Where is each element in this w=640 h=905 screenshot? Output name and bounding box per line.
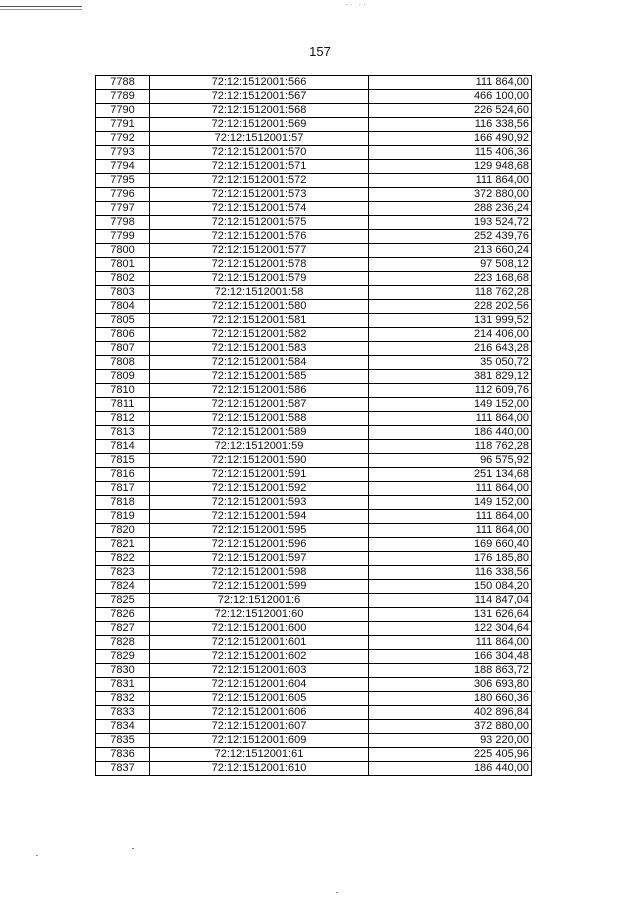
table-row xyxy=(96,244,532,258)
cadastral-number-cell: 72:12:1512001:588 xyxy=(150,412,369,426)
scan-edge-line xyxy=(0,6,82,7)
cadastral-number-cell: 72:12:1512001:580 xyxy=(150,300,369,314)
value-cell: 166 490,92 xyxy=(369,132,532,146)
value-cell: 176 185,80 xyxy=(369,552,532,566)
table-row xyxy=(96,440,532,454)
table-row xyxy=(96,510,532,524)
row-number-cell: 7812 xyxy=(96,412,150,426)
cadastral-number-cell: 72:12:1512001:6 xyxy=(150,594,369,608)
cadastral-number-cell: 72:12:1512001:60 xyxy=(150,608,369,622)
value-cell: 111 864,00 xyxy=(369,482,532,496)
row-number-cell: 7826 xyxy=(96,608,150,622)
row-number-cell: 7790 xyxy=(96,104,150,118)
cadastral-number-cell: 72:12:1512001:603 xyxy=(150,664,369,678)
value-cell: 223 168,68 xyxy=(369,272,532,286)
table-row xyxy=(96,594,532,608)
cadastral-number-cell: 72:12:1512001:61 xyxy=(150,748,369,762)
table-row xyxy=(96,412,532,426)
value-cell: 131 999,52 xyxy=(369,314,532,328)
table-row xyxy=(96,706,532,720)
row-number-cell: 7793 xyxy=(96,146,150,160)
cadastral-number-cell: 72:12:1512001:597 xyxy=(150,552,369,566)
row-number-cell: 7796 xyxy=(96,188,150,202)
table-row xyxy=(96,328,532,342)
row-number-cell: 7798 xyxy=(96,216,150,230)
row-number-cell: 7831 xyxy=(96,678,150,692)
value-cell: 149 152,00 xyxy=(369,398,532,412)
table-row xyxy=(96,482,532,496)
cadastral-number-cell: 72:12:1512001:590 xyxy=(150,454,369,468)
scan-edge-line xyxy=(0,9,82,10)
row-number-cell: 7797 xyxy=(96,202,150,216)
table-row xyxy=(96,104,532,118)
value-cell: 150 084,20 xyxy=(369,580,532,594)
cadastral-number-cell: 72:12:1512001:609 xyxy=(150,734,369,748)
row-number-cell: 7825 xyxy=(96,594,150,608)
value-cell: 216 643,28 xyxy=(369,342,532,356)
row-number-cell: 7819 xyxy=(96,510,150,524)
value-cell: 116 338,56 xyxy=(369,566,532,580)
row-number-cell: 7801 xyxy=(96,258,150,272)
value-cell: 166 304,48 xyxy=(369,650,532,664)
table-row xyxy=(96,454,532,468)
table-row xyxy=(96,342,532,356)
table-row xyxy=(96,76,532,90)
row-number-cell: 7836 xyxy=(96,748,150,762)
cadastral-number-cell: 72:12:1512001:602 xyxy=(150,650,369,664)
value-cell: 111 864,00 xyxy=(369,174,532,188)
value-cell: 35 050,72 xyxy=(369,356,532,370)
row-number-cell: 7837 xyxy=(96,762,150,776)
cadastral-number-cell: 72:12:1512001:600 xyxy=(150,622,369,636)
cadastral-number-cell: 72:12:1512001:575 xyxy=(150,216,369,230)
row-number-cell: 7807 xyxy=(96,342,150,356)
table-row xyxy=(96,258,532,272)
cadastral-number-cell: 72:12:1512001:594 xyxy=(150,510,369,524)
value-cell: 193 524,72 xyxy=(369,216,532,230)
row-number-cell: 7809 xyxy=(96,370,150,384)
cadastral-number-cell: 72:12:1512001:574 xyxy=(150,202,369,216)
scan-mark xyxy=(36,855,38,856)
table-row xyxy=(96,636,532,650)
row-number-cell: 7814 xyxy=(96,440,150,454)
value-cell: 111 864,00 xyxy=(369,76,532,90)
row-number-cell: 7800 xyxy=(96,244,150,258)
table-row xyxy=(96,678,532,692)
cadastral-number-cell: 72:12:1512001:566 xyxy=(150,76,369,90)
cadastral-number-cell: 72:12:1512001:583 xyxy=(150,342,369,356)
table-row xyxy=(96,538,532,552)
row-number-cell: 7805 xyxy=(96,314,150,328)
page-number: 157 xyxy=(309,44,331,59)
scan-specks: ·· ·· xyxy=(345,0,368,9)
table-row xyxy=(96,300,532,314)
row-number-cell: 7820 xyxy=(96,524,150,538)
table-row xyxy=(96,146,532,160)
cadastral-number-cell: 72:12:1512001:587 xyxy=(150,398,369,412)
table-row xyxy=(96,580,532,594)
table-row xyxy=(96,90,532,104)
cadastral-value-table xyxy=(95,75,532,776)
row-number-cell: 7813 xyxy=(96,426,150,440)
table-row xyxy=(96,272,532,286)
cadastral-number-cell: 72:12:1512001:601 xyxy=(150,636,369,650)
value-cell: 97 508,12 xyxy=(369,258,532,272)
value-cell: 111 864,00 xyxy=(369,412,532,426)
value-cell: 111 864,00 xyxy=(369,510,532,524)
row-number-cell: 7794 xyxy=(96,160,150,174)
table-row xyxy=(96,748,532,762)
row-number-cell: 7833 xyxy=(96,706,150,720)
table-body xyxy=(96,76,532,776)
value-cell: 111 864,00 xyxy=(369,636,532,650)
table-row xyxy=(96,398,532,412)
value-cell: 96 575,92 xyxy=(369,454,532,468)
cadastral-number-cell: 72:12:1512001:586 xyxy=(150,384,369,398)
scan-mark xyxy=(132,848,134,849)
value-cell: 213 660,24 xyxy=(369,244,532,258)
table-row xyxy=(96,230,532,244)
row-number-cell: 7816 xyxy=(96,468,150,482)
table-row xyxy=(96,370,532,384)
cadastral-number-cell: 72:12:1512001:567 xyxy=(150,90,369,104)
table-row xyxy=(96,132,532,146)
cadastral-number-cell: 72:12:1512001:572 xyxy=(150,174,369,188)
cadastral-number-cell: 72:12:1512001:599 xyxy=(150,580,369,594)
row-number-cell: 7827 xyxy=(96,622,150,636)
cadastral-number-cell: 72:12:1512001:596 xyxy=(150,538,369,552)
value-cell: 118 762,28 xyxy=(369,286,532,300)
value-cell: 288 236,24 xyxy=(369,202,532,216)
cadastral-number-cell: 72:12:1512001:604 xyxy=(150,678,369,692)
table-row xyxy=(96,216,532,230)
row-number-cell: 7818 xyxy=(96,496,150,510)
value-cell: 93 220,00 xyxy=(369,734,532,748)
cadastral-number-cell: 72:12:1512001:595 xyxy=(150,524,369,538)
row-number-cell: 7828 xyxy=(96,636,150,650)
table-row xyxy=(96,118,532,132)
value-cell: 372 880,00 xyxy=(369,188,532,202)
table-row xyxy=(96,692,532,706)
value-cell: 186 440,00 xyxy=(369,426,532,440)
value-cell: 372 880,00 xyxy=(369,720,532,734)
row-number-cell: 7817 xyxy=(96,482,150,496)
value-cell: 149 152,00 xyxy=(369,496,532,510)
value-cell: 186 440,00 xyxy=(369,762,532,776)
row-number-cell: 7795 xyxy=(96,174,150,188)
value-cell: 188 863,72 xyxy=(369,664,532,678)
cadastral-number-cell: 72:12:1512001:568 xyxy=(150,104,369,118)
row-number-cell: 7789 xyxy=(96,90,150,104)
cadastral-number-cell: 72:12:1512001:579 xyxy=(150,272,369,286)
table-row xyxy=(96,314,532,328)
table-row xyxy=(96,622,532,636)
table-row xyxy=(96,496,532,510)
table-row xyxy=(96,384,532,398)
table-row xyxy=(96,188,532,202)
cadastral-number-cell: 72:12:1512001:584 xyxy=(150,356,369,370)
row-number-cell: 7823 xyxy=(96,566,150,580)
cadastral-number-cell: 72:12:1512001:576 xyxy=(150,230,369,244)
cadastral-number-cell: 72:12:1512001:582 xyxy=(150,328,369,342)
table-row xyxy=(96,356,532,370)
row-number-cell: 7806 xyxy=(96,328,150,342)
row-number-cell: 7815 xyxy=(96,454,150,468)
cadastral-number-cell: 72:12:1512001:59 xyxy=(150,440,369,454)
cadastral-number-cell: 72:12:1512001:569 xyxy=(150,118,369,132)
row-number-cell: 7803 xyxy=(96,286,150,300)
table-row xyxy=(96,664,532,678)
row-number-cell: 7829 xyxy=(96,650,150,664)
table-row xyxy=(96,650,532,664)
cadastral-number-cell: 72:12:1512001:593 xyxy=(150,496,369,510)
table-row xyxy=(96,566,532,580)
value-cell: 114 847,04 xyxy=(369,594,532,608)
table-row xyxy=(96,468,532,482)
cadastral-number-cell: 72:12:1512001:605 xyxy=(150,692,369,706)
row-number-cell: 7821 xyxy=(96,538,150,552)
table-row xyxy=(96,720,532,734)
value-cell: 381 829,12 xyxy=(369,370,532,384)
table-row xyxy=(96,524,532,538)
value-cell: 226 524,60 xyxy=(369,104,532,118)
value-cell: 131 626,64 xyxy=(369,608,532,622)
value-cell: 214 406,00 xyxy=(369,328,532,342)
row-number-cell: 7832 xyxy=(96,692,150,706)
value-cell: 115 406,36 xyxy=(369,146,532,160)
value-cell: 111 864,00 xyxy=(369,524,532,538)
value-cell: 169 660,40 xyxy=(369,538,532,552)
cadastral-number-cell: 72:12:1512001:598 xyxy=(150,566,369,580)
table-row xyxy=(96,174,532,188)
row-number-cell: 7808 xyxy=(96,356,150,370)
row-number-cell: 7788 xyxy=(96,76,150,90)
cadastral-number-cell: 72:12:1512001:573 xyxy=(150,188,369,202)
value-cell: 112 609,76 xyxy=(369,384,532,398)
cadastral-number-cell: 72:12:1512001:591 xyxy=(150,468,369,482)
cadastral-number-cell: 72:12:1512001:57 xyxy=(150,132,369,146)
row-number-cell: 7791 xyxy=(96,118,150,132)
cadastral-number-cell: 72:12:1512001:606 xyxy=(150,706,369,720)
table-row xyxy=(96,762,532,776)
row-number-cell: 7799 xyxy=(96,230,150,244)
value-cell: 252 439,76 xyxy=(369,230,532,244)
row-number-cell: 7804 xyxy=(96,300,150,314)
row-number-cell: 7824 xyxy=(96,580,150,594)
value-cell: 129 948,68 xyxy=(369,160,532,174)
value-cell: 116 338,56 xyxy=(369,118,532,132)
cadastral-number-cell: 72:12:1512001:592 xyxy=(150,482,369,496)
row-number-cell: 7792 xyxy=(96,132,150,146)
cadastral-number-cell: 72:12:1512001:571 xyxy=(150,160,369,174)
value-cell: 225 405,96 xyxy=(369,748,532,762)
row-number-cell: 7810 xyxy=(96,384,150,398)
table-row xyxy=(96,552,532,566)
row-number-cell: 7822 xyxy=(96,552,150,566)
cadastral-number-cell: 72:12:1512001:577 xyxy=(150,244,369,258)
cadastral-number-cell: 72:12:1512001:578 xyxy=(150,258,369,272)
value-cell: 122 304,64 xyxy=(369,622,532,636)
value-cell: 180 660,36 xyxy=(369,692,532,706)
row-number-cell: 7835 xyxy=(96,734,150,748)
value-cell: 466 100,00 xyxy=(369,90,532,104)
row-number-cell: 7802 xyxy=(96,272,150,286)
table-row xyxy=(96,734,532,748)
scan-mark xyxy=(336,892,338,893)
cadastral-number-cell: 72:12:1512001:589 xyxy=(150,426,369,440)
value-cell: 402 896,84 xyxy=(369,706,532,720)
row-number-cell: 7830 xyxy=(96,664,150,678)
table-row xyxy=(96,202,532,216)
value-cell: 306 693,80 xyxy=(369,678,532,692)
cadastral-number-cell: 72:12:1512001:585 xyxy=(150,370,369,384)
cadastral-number-cell: 72:12:1512001:610 xyxy=(150,762,369,776)
table-row xyxy=(96,286,532,300)
cadastral-number-cell: 72:12:1512001:570 xyxy=(150,146,369,160)
cadastral-number-cell: 72:12:1512001:581 xyxy=(150,314,369,328)
value-cell: 118 762,28 xyxy=(369,440,532,454)
value-cell: 251 134,68 xyxy=(369,468,532,482)
table-row xyxy=(96,608,532,622)
cadastral-number-cell: 72:12:1512001:607 xyxy=(150,720,369,734)
row-number-cell: 7811 xyxy=(96,398,150,412)
table-row xyxy=(96,160,532,174)
value-cell: 228 202,56 xyxy=(369,300,532,314)
row-number-cell: 7834 xyxy=(96,720,150,734)
cadastral-number-cell: 72:12:1512001:58 xyxy=(150,286,369,300)
table-row xyxy=(96,426,532,440)
